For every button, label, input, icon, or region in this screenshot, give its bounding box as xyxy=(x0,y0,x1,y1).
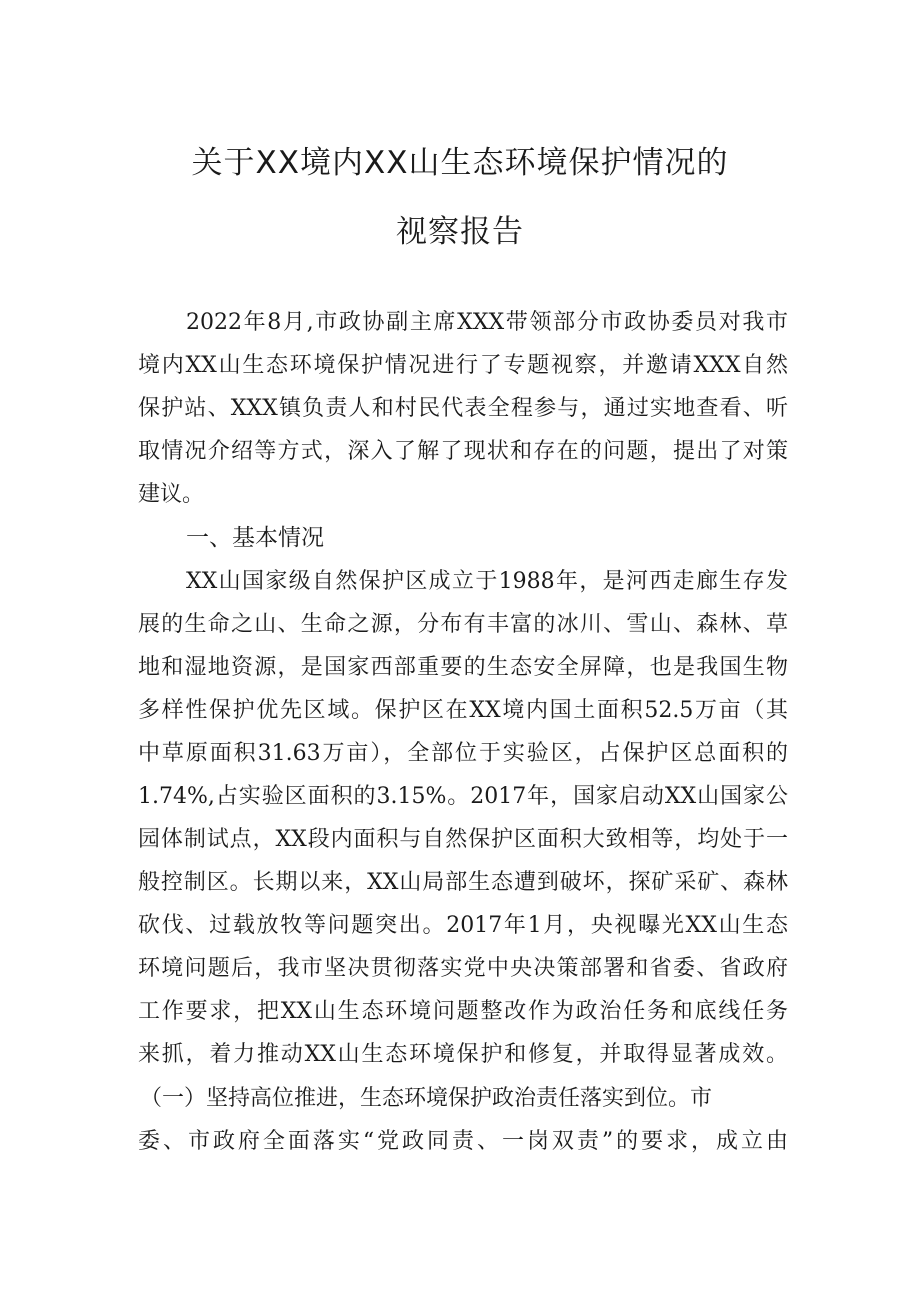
intro-line: 取情况介绍等方式，深入了解了现状和存在的问题，提出了对策 xyxy=(138,439,788,464)
section1-line: 工作要求，把XX山生态环境问题整改作为政治任务和底线任务 xyxy=(138,999,788,1024)
section1-line: 般控制区。长期以来，XX山局部生态遭到破坏，探矿采矿、森林 xyxy=(138,870,788,895)
section1-line: 中草原面积31.63万亩），全部位于实验区，占保护区总面积的 xyxy=(138,741,788,766)
section1-line: 来抓，着力推动XX山生态环境保护和修复，并取得显著成效。 xyxy=(138,1042,788,1067)
intro-line: 2022年8月,市政协副主席XXX带领部分市政协委员对我市 xyxy=(186,310,788,335)
subsection1-line: （一）坚持高位推进，生态环境保护政治责任落实到位。市 xyxy=(140,1086,713,1111)
intro-line: 建议。 xyxy=(138,482,205,507)
section1-line: 地和湿地资源，是国家西部重要的生态安全屏障，也是我国生物 xyxy=(138,655,788,680)
section1-line: 多样性保护优先区域。保护区在XX境内国土面积52.5万亩（其 xyxy=(138,698,788,723)
section-heading-basic-situation: 一、基本情况 xyxy=(186,525,324,551)
section1-line: 园体制试点，XX段内面积与自然保护区面积大致相等，均处于一 xyxy=(138,827,788,852)
intro-line: 保护站、XXX镇负责人和村民代表全程参与，通过实地查看、听 xyxy=(138,396,788,421)
intro-line: 境内XX山生态环境保护情况进行了专题视察，并邀请XXX自然 xyxy=(138,353,788,378)
section1-line: 砍伐、过载放牧等问题突出。2017年1月，央视曝光XX山生态 xyxy=(138,913,788,938)
section1-line: XX山国家级自然保护区成立于1988年，是河西走廊生存发 xyxy=(186,569,788,594)
section1-line: 1.74%,占实验区面积的3.15%。2017年，国家启动XX山国家公 xyxy=(138,784,788,809)
section1-line: 展的生命之山、生命之源，分布有丰富的冰川、雪山、森林、草 xyxy=(138,612,788,637)
subsection1-line: 委、市政府全面落实“党政同责、一岗双责”的要求，成立由 xyxy=(138,1129,788,1154)
section1-line: 环境问题后，我市坚决贯彻落实党中央决策部署和省委、省政府 xyxy=(138,956,788,981)
document-title-line-1: 关于XX境内XX山生态环境保护情况的 xyxy=(191,145,729,181)
document-title-line-2: 视察报告 xyxy=(396,214,524,250)
